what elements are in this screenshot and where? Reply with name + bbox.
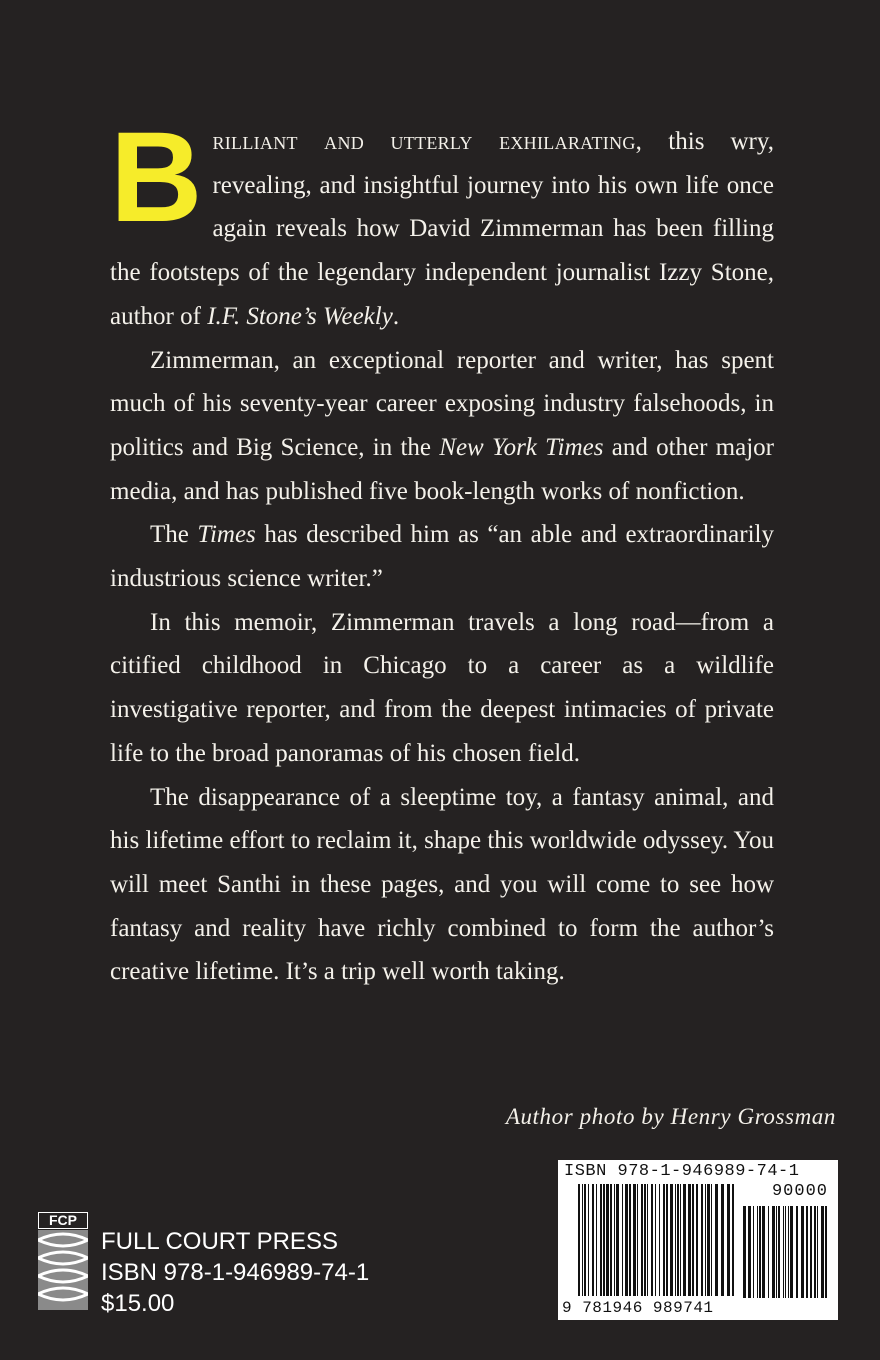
author-photo-credit: Author photo by Henry Grossman (505, 1104, 836, 1129)
publisher-name: FULL COURT PRESS (101, 1228, 338, 1255)
barcode-bar (600, 1184, 602, 1296)
barcode-bar (806, 1206, 808, 1298)
barcode-bar (814, 1206, 816, 1298)
barcode-bar (778, 1206, 780, 1298)
barcode-bar (768, 1206, 769, 1298)
barcode-bar (825, 1206, 827, 1298)
barcode-bar (759, 1206, 761, 1298)
blurb-text: and other major media, and has published five book-length works of nonfiction. (110, 433, 774, 505)
blurb-italic-title: I.F. Stone’s Weekly (207, 302, 393, 330)
barcode-bar (670, 1184, 673, 1296)
barcode-bar (707, 1184, 710, 1296)
barcode-bar (696, 1184, 698, 1296)
barcode-bar (772, 1206, 775, 1298)
lead-in-smallcaps: rilliant and utterly exhilarating, (212, 128, 643, 155)
barcode-bar (711, 1184, 712, 1296)
barcode-bar (821, 1206, 824, 1298)
barcode-bar (677, 1184, 679, 1296)
barcode-bar (705, 1184, 706, 1296)
barcode-bar (582, 1184, 583, 1296)
barcode-bar (592, 1184, 594, 1296)
barcode-bar (801, 1206, 804, 1298)
barcode-bar (588, 1184, 589, 1296)
isbn-barcode (558, 1160, 838, 1320)
barcode-bar (817, 1206, 818, 1298)
logo-text: FCP (49, 1212, 77, 1228)
blurb-text: has described him as “an able and extraordinarily industrious science writer.” (110, 521, 774, 593)
barcode-bar (743, 1206, 746, 1298)
barcode-bar (659, 1184, 660, 1296)
blurb-text: Zimmerman, an exceptional reporter and writer, has spent much of his seventy-year career exposing industry falsehoods, in politics and Big Science, in the (110, 346, 774, 461)
barcode-bar (757, 1206, 758, 1298)
barcode-bar (622, 1184, 623, 1296)
publisher-isbn: ISBN 978-1-946989-74-1 (101, 1259, 370, 1286)
barcode-bar (666, 1184, 668, 1296)
barcode-bar (614, 1184, 615, 1296)
blurb-paragraph-2 (110, 339, 774, 514)
blurb-paragraph-4: In this memoir, Zimmerman travels a long road—from a citified childhood in Chicago to a career as a wildlife investigative reporter, and from the deepest intimacies of private life to the broad panoramas of his chosen field. (110, 608, 774, 767)
barcode-bar (810, 1206, 812, 1298)
barcode-bar (610, 1184, 612, 1296)
barcode-bar (603, 1184, 605, 1296)
fcp-logo (38, 1212, 88, 1317)
barcode-bar (584, 1184, 586, 1296)
barcode-bar (675, 1184, 676, 1296)
barcode-bar (641, 1184, 643, 1296)
barcode-bar (732, 1184, 734, 1296)
barcode-isbn-label: ISBN 978-1-946989-74-1 (564, 1162, 800, 1181)
back-cover-blurb (110, 106, 774, 994)
barcode-bar (721, 1184, 724, 1296)
barcode-bar (637, 1184, 638, 1296)
barcode-bar (663, 1184, 665, 1296)
barcode-digits: 9 781946 989741 (562, 1299, 714, 1317)
barcode-bar (596, 1184, 597, 1296)
barcode-bar (688, 1184, 691, 1296)
barcode-bar (692, 1184, 694, 1296)
barcode-bar (776, 1206, 777, 1298)
barcode-bar (625, 1184, 628, 1296)
price: $15.00 (101, 1290, 175, 1317)
blurb-text: this wry, revealing, and insightful journey into his own life once again reveals how David Zimmerman has been filling the footsteps of the legendary independent journalist Izzy Stone, author of (110, 128, 774, 330)
barcode-bar (785, 1206, 786, 1298)
barcode-bar (629, 1184, 631, 1296)
barcode-bar (644, 1184, 646, 1296)
barcode-bar (680, 1184, 681, 1296)
blurb-paragraph-1 (110, 106, 774, 339)
barcode-bar (655, 1184, 656, 1296)
barcode-bar (606, 1184, 609, 1296)
barcode-bar (578, 1184, 580, 1296)
price-addon-barcode-bars (743, 1206, 827, 1300)
barcode-price-code: 90000 (771, 1182, 828, 1201)
publisher-block (101, 1226, 369, 1319)
barcode-bar (788, 1206, 789, 1298)
barcode-bar (633, 1184, 636, 1296)
blurb-italic-title: Times (197, 521, 256, 549)
blurb-paragraph-5: The disappearance of a sleeptime toy, a fantasy animal, and his lifetime effort to reclaim it, shape this worldwide odyssey. You will meet Santhi in these pages, and you will come to see how fantasy and reality have richly combined to form the author’s creative lifetime. It’s a trip well worth taking. (110, 783, 774, 986)
blurb-text: The (150, 521, 198, 549)
drop-cap: B (110, 106, 203, 249)
blurb-italic-title: New York Times (439, 433, 604, 461)
barcode-bar (701, 1184, 703, 1296)
ean13-barcode-bars (578, 1184, 734, 1300)
barcode-bar (651, 1184, 653, 1296)
barcode-bar (796, 1206, 798, 1298)
barcode-bar (783, 1206, 784, 1298)
barcode-bar (748, 1206, 751, 1298)
barcode-bar (616, 1184, 619, 1296)
barcode-bar (753, 1206, 754, 1298)
barcode-bar (790, 1206, 793, 1298)
barcode-bar (727, 1184, 730, 1296)
barcode-bar (647, 1184, 648, 1296)
blurb-paragraph-3 (110, 513, 774, 600)
barcode-bar (683, 1184, 686, 1296)
barcode-bar (715, 1184, 718, 1296)
blurb-text: . (392, 302, 400, 330)
barcode-bar (762, 1206, 765, 1298)
